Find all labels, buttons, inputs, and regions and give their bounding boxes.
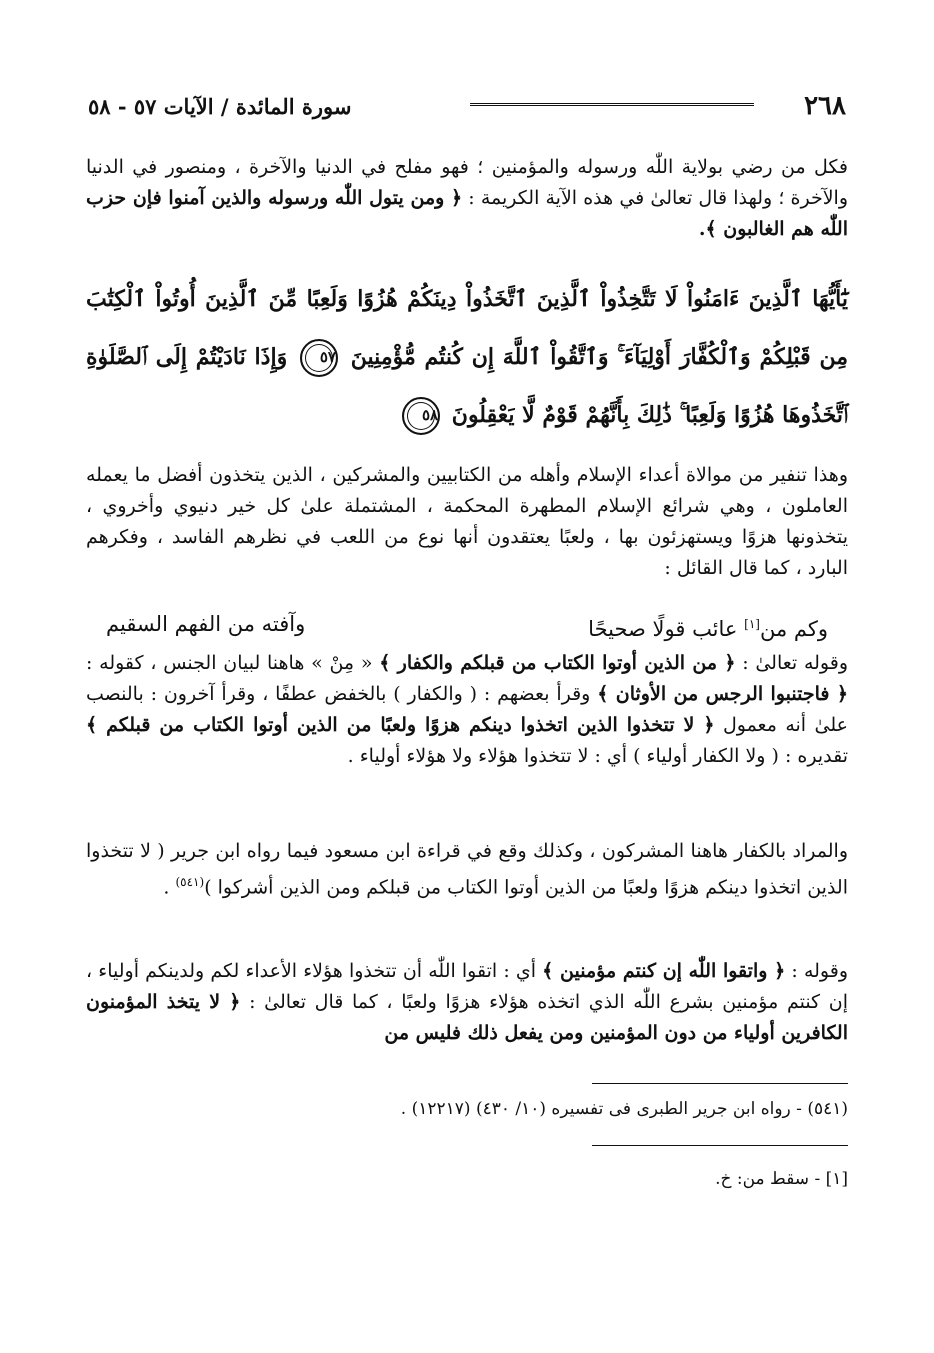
ayah-number-58: ٥٨ — [402, 397, 440, 435]
paragraph-3-quote-3: ﴿ لا تتخذوا الذين اتخذوا دينكم هزوًا ولعبًا من الذين أوتوا الكتاب من قبلكم ﴾ — [86, 714, 715, 736]
footnote-ref-1: [١] — [744, 617, 760, 631]
footnote-ref-541: (٥٤١) — [175, 875, 205, 889]
ayah-number-57: ٥٧ — [300, 339, 338, 377]
paragraph-3-quote-2: ﴿ فاجتنبوا الرجس من الأوثان ﴾ — [597, 683, 849, 705]
editor-footnote-separator — [592, 1145, 848, 1146]
poem-second-hemistich: وآفته من الفهم السقيم — [106, 612, 306, 636]
poem-first-b: عائب قولًا صحيحًا — [588, 617, 745, 641]
paragraph-5-b: أي : اتقوا اللّٰه أن تتخذوا هؤلاء الأعداء لكم ولدينكم أولياء ، إن كنتم مؤمنين بشرع اللّٰه الذي اتخذه هؤلاء هزوًا ولعبًا ، كما قال تعالىٰ : — [86, 960, 848, 1013]
paragraph-4-end: . — [163, 876, 176, 899]
paragraph-1 — [86, 152, 848, 245]
poem-first-hemistich — [588, 608, 828, 645]
paragraph-2 — [86, 460, 848, 584]
page-number: ٢٦٨ — [804, 91, 846, 121]
paragraph-5-quote-2: ﴿ لا يتخذ المؤمنون الكافرين أولياء من دون المؤمنين ومن يفعل ذلك فليس من — [86, 991, 848, 1044]
verse-text-58: وَإِذَا نَادَيْتُمْ إِلَى ٱلصَّلَوٰةِ ٱتَّخَذُوهَا هُزُوًا وَلَعِبًا ۚ ذَٰلِكَ بِأَنَّهُمْ قَوْمٌ لَّا يَعْقِلُونَ — [86, 344, 848, 428]
running-head: سورة المائدة / الآيات ٥٧ - ٥٨ — [88, 94, 352, 119]
paragraph-4 — [86, 836, 848, 903]
paragraph-3-c: وقرأ بعضهم : ( والكفار ) بالخفض عطفًا ، وقرأ آخرون : بالنصب علىٰ أنه معمول — [86, 683, 848, 736]
paragraph-3-a: وقوله تعالىٰ : — [735, 652, 848, 674]
page-header — [88, 90, 846, 124]
poem-line — [106, 608, 828, 642]
verse-text-57: يَٰٓأَيُّهَا ٱلَّذِينَ ءَامَنُواْ لَا تَتَّخِذُواْ ٱلَّذِينَ ٱتَّخَذُواْ دِينَكُمْ هُزُوًا وَلَعِبًا مِّنَ ٱلَّذِينَ أُوتُواْ ٱلْكِتَٰبَ مِن قَبْلِكُمْ وَٱلْكُفَّارَ أَوْلِيَآءَ ۚ وَٱتَّقُواْ ٱللَّهَ إِن كُنتُم مُّؤْمِنِينَ — [86, 286, 848, 370]
paragraph-4-text: والمراد بالكفار هاهنا المشركون ، وكذلك وقع في قراءة ابن مسعود فيما رواه ابن جرير ( لا تتخذوا الذين اتخذوا دينكم هزوًا ولعبًا من الذين أوتوا الكتاب من قبلكم ومن الذين أشركوا ) — [86, 840, 848, 899]
footnote-separator — [592, 1083, 848, 1084]
header-rule — [470, 103, 754, 110]
paragraph-5-quote-1: ﴿ واتقوا اللّٰه إن كنتم مؤمنين ﴾ — [542, 960, 786, 982]
editor-footnote-1: [١] - سقط من: خ. — [715, 1169, 848, 1189]
poem-first-a: وكم من — [759, 617, 828, 641]
footnote-541: (٥٤١) - رواه ابن جرير الطبرى فى تفسيره (١٠/ ٤٣٠) (١٢٢١٧) . — [400, 1099, 848, 1119]
paragraph-3-b: « مِنْ » هاهنا لبيان الجنس ، كقوله : — [86, 652, 380, 674]
paragraph-1-text: فكل من رضي بولاية اللّٰه ورسوله والمؤمنين ؛ فهو مفلح في الدنيا والآخرة ، ومنصور في الدنيا والآخرة ؛ ولهذا قال تعالىٰ في هذه الآية الكريمة : — [86, 156, 848, 209]
paragraph-3-d: تقديره : ( ولا الكفار أولياء ) أي : لا تتخذوا هؤلاء ولا هؤلاء أولياء . — [347, 745, 848, 767]
paragraph-5 — [86, 956, 848, 1049]
paragraph-3-quote-1: ﴿ من الذين أوتوا الكتاب من قبلكم والكفار ﴾ — [379, 652, 736, 674]
paragraph-2-text: وهذا تنفير من موالاة أعداء الإسلام وأهله من الكتابيين والمشركين ، الذين يتخذون أفضل ما يعمله العاملون ، وهي شرائع الإسلام المطهرة المحكمة ، المشتملة علىٰ كل خير دنيوي وأخروي ، يتخذونها هزوًا ويستهزئون بها ، ولعبًا يعتقدون أنها نوع من اللعب في نظرهم الفاسد ، وفكرهم البارد ، كما قال القائل : — [86, 464, 848, 579]
paragraph-1-quote: ﴿ ومن يتول اللّٰه ورسوله والذين آمنوا فإن حزب اللّٰه هم الغالبون ﴾. — [86, 187, 848, 240]
quran-verse — [86, 270, 848, 444]
paragraph-5-a: وقوله : — [785, 960, 848, 982]
paragraph-3 — [86, 648, 848, 772]
